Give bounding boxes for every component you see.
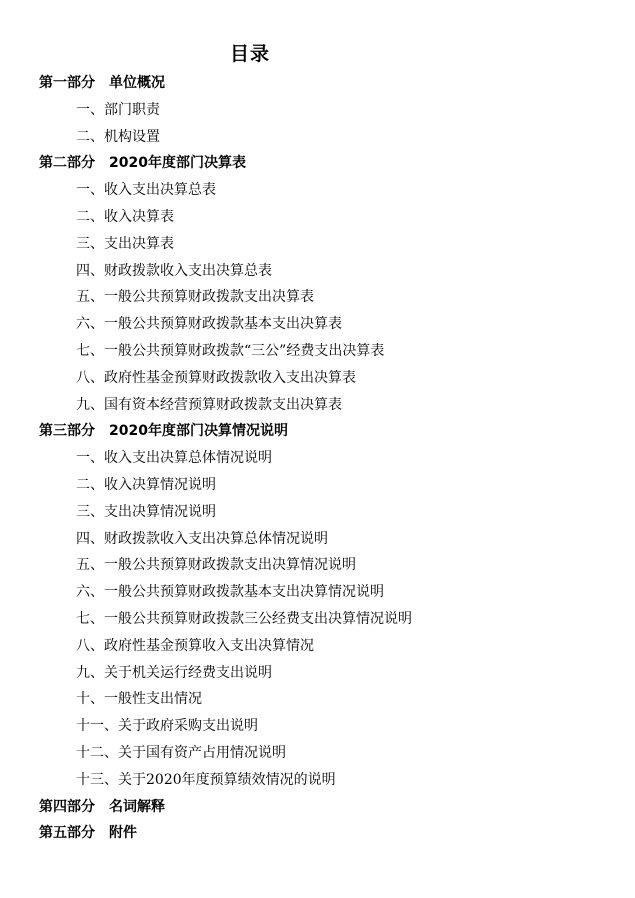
part-number: 第三部分 (39, 423, 95, 440)
toc-item[interactable]: 八、政府性基金预算财政拨款收入支出决算表 (76, 369, 356, 386)
toc-part-heading[interactable] (0, 150, 635, 177)
toc-item[interactable]: 十一、关于政府采购支出说明 (76, 718, 258, 735)
part-number: 第二部分 (39, 155, 95, 172)
toc-part-heading[interactable] (0, 820, 635, 847)
toc-item[interactable]: 九、国有资本经营预算财政拨款支出决算表 (76, 396, 342, 413)
part-number: 第五部分 (39, 825, 95, 842)
toc-item[interactable]: 一、收入支出决算总体情况说明 (76, 450, 272, 467)
toc-item[interactable]: 五、一般公共预算财政拨款支出决算情况说明 (76, 557, 356, 574)
document-title: 目录 (229, 43, 270, 65)
part-title: 2020年度部门决算表 (109, 155, 246, 172)
toc-item[interactable]: 三、支出决算情况说明 (76, 503, 216, 520)
toc-item[interactable]: 六、一般公共预算财政拨款基本支出决算表 (76, 316, 342, 333)
toc-item[interactable]: 九、关于机关运行经费支出说明 (76, 664, 272, 681)
toc-item[interactable]: 一、收入支出决算总表 (76, 182, 216, 199)
part-number: 第四部分 (39, 798, 95, 815)
toc-part-heading[interactable] (0, 70, 635, 97)
toc-item[interactable]: 二、机构设置 (76, 128, 160, 145)
toc-item[interactable]: 十、一般性支出情况 (76, 691, 202, 708)
toc-part-heading[interactable] (0, 418, 635, 445)
toc-item[interactable]: 四、财政拨款收入支出决算总表 (76, 262, 272, 279)
part-title: 附件 (109, 825, 137, 842)
toc-item[interactable]: 十三、关于2020年度预算绩效情况的说明 (76, 771, 336, 788)
toc-part-heading[interactable] (0, 794, 635, 821)
toc-item[interactable]: 四、财政拨款收入支出决算总体情况说明 (76, 530, 328, 547)
part-number: 第一部分 (39, 75, 95, 91)
part-title: 名词解释 (109, 798, 165, 815)
table-of-contents (0, 70, 635, 847)
part-title: 单位概况 (109, 75, 165, 91)
toc-item[interactable]: 五、一般公共预算财政拨款支出决算表 (76, 289, 314, 306)
toc-item[interactable]: 一、部门职责 (76, 101, 160, 118)
part-title: 2020年度部门决算情况说明 (109, 423, 288, 440)
toc-item[interactable]: 二、收入决算情况说明 (76, 476, 216, 493)
toc-item[interactable]: 八、政府性基金预算收入支出决算情况 (76, 637, 314, 654)
toc-item[interactable]: 六、一般公共预算财政拨款基本支出决算情况说明 (76, 584, 384, 601)
toc-item[interactable]: 七、一般公共预算财政拨款“三公”经费支出决算表 (76, 342, 385, 359)
toc-item[interactable]: 十二、关于国有资产占用情况说明 (76, 744, 286, 761)
toc-item[interactable]: 三、支出决算表 (76, 235, 174, 252)
toc-item[interactable]: 二、收入决算表 (76, 208, 174, 225)
toc-item[interactable]: 七、一般公共预算财政拨款三公经费支出决算情况说明 (76, 610, 412, 627)
